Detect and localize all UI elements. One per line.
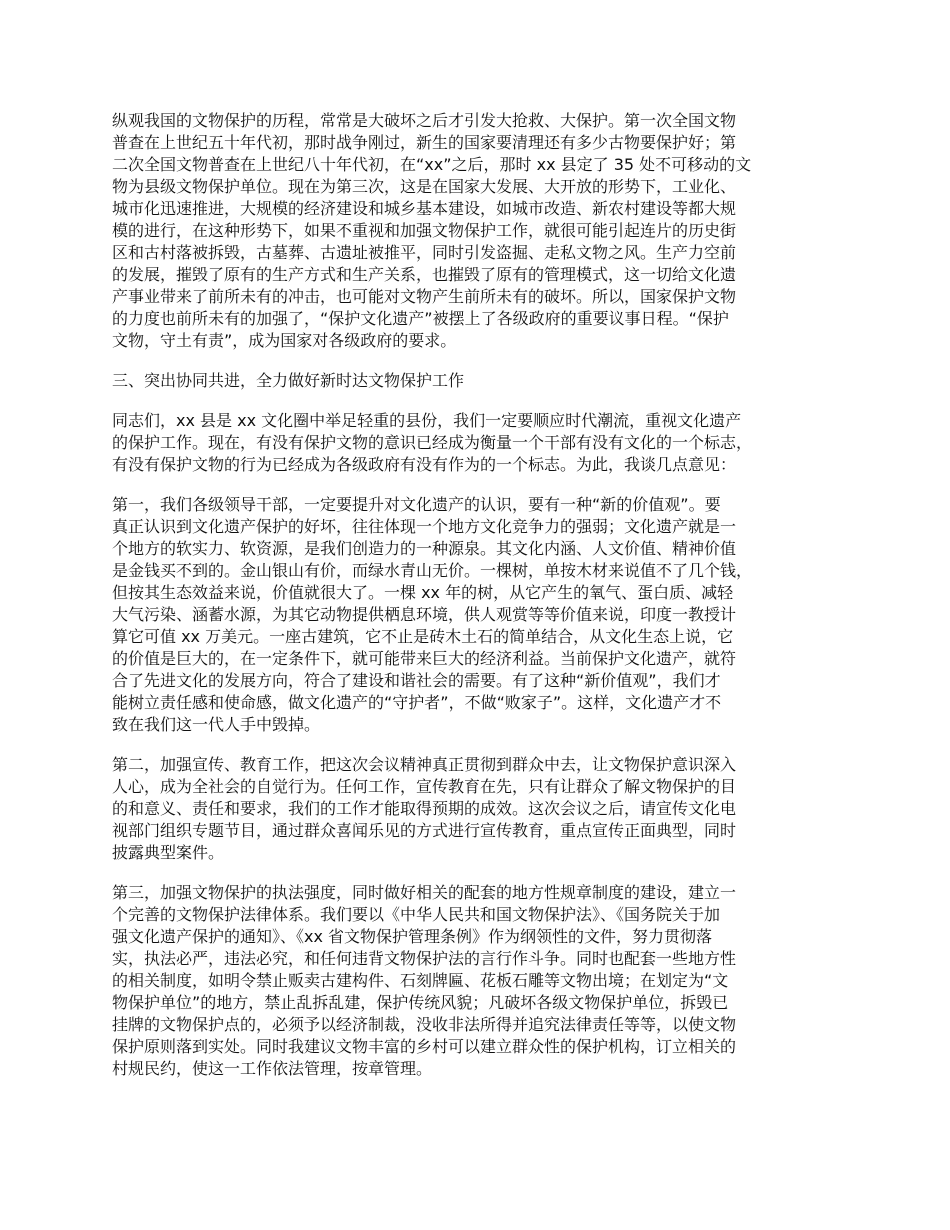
- paragraph-first-point: 第一，我们各级领导干部，一定要提升对文化遗产的认识，要有一种“新的价值观”。要 真正认识到文化遗产保护的好坏，往往体现一个地方文化竞争力的强弱；文化遗产就是一 个地方的软实力、软资源，是我们创造力的一种源泉。其文化内涵、人文价值、精神价值 是金钱买不到的。金山银山有价，而绿水青山无价。一棵树，单按木材来说值不了几个钱， 但按其生态效益来说，价值就很大了。一棵 xx 年的树，从它产生的氧气、蛋白质、减轻 大气污染、涵蓄水源，为其它动物提供栖息环境，供人观赏等等价值来说，印度一教授计 算它可值 xx 万美元。一座古建筑，它不止是砖木土石的简单结合，从文化生态上说，它 的价值是巨大的，在一定条件下，就可能带来巨大的经济利益。当前保护文化遗产，就符 合了先进文化的发展方向，符合了建设和谐社会的需要。有了这种“新价值观”，我们才 能树立责任感和使命感，做文化遗产的“守护者”，不做“败家子”。这样，文化遗产才不 致在我们这一代人手中毁掉。: [112, 495, 753, 734]
- paragraph-third-point: 第三，加强文物保护的执法强度，同时做好相关的配套的地方性规章制度的建设，建立一 个完善的文物保护法律体系。我们要以《中华人民共和国文物保护法》、《国务院关于加 强文化遗产保护的通知》、《xx 省文物保护管理条例》作为纲领性的文件，努力贯彻落 实，执法必严，违法必究，和任何违背文物保护法的言行作斗争。同时也配套一些地方性 的相关制度，如明令禁止贩卖古建构件、石刻牌匾、花板石雕等文物出境；在划定为“文 物保护单位”的地方，禁止乱拆乱建，保护传统风貌；凡破坏各级文物保护单位，拆毁已 挂牌的文物保护点的，必须予以经济制裁，没收非法所得并追究法律责任等等，以使文物 保护原则落到实处。同时我建议文物丰富的乡村可以建立群众性的保护机构，订立相关的 村规民约，使这一工作依法管理，按章管理。: [112, 883, 737, 1078]
- paragraph-intro: 同志们，xx 县是 xx 文化圈中举足轻重的县份，我们一定要顺应时代潮流，重视文化遗产 的保护工作。现在，有没有保护文物的意识已经成为衡量一个干部有没有文化的一个标志， 有没有保护文物的行为已经成为各级政府有没有作为的一个标志。为此，我谈几点意见：: [112, 411, 753, 474]
- section-heading: 三、突出协同共进，全力做好新时达文物保护工作: [112, 371, 465, 390]
- paragraph-second-point: 第二，加强宣传、教育工作，把这次会议精神真正贯彻到群众中去，让文物保护意识深入 人心，成为全社会的自觉行为。任何工作，宣传教育在先，只有让群众了解文物保护的目 的和意义、责任和要求，我们的工作才能取得预期的成效。这次会议之后，请宣传文化电 视部门组织专题节目，通过群众喜闻乐见的方式进行宣传教育，重点宣传正面典型，同时 披露典型案件。: [112, 755, 737, 862]
- document-page: [112, 110, 856, 1098]
- paragraph-history: 纵观我国的文物保护的历程，常常是大破坏之后才引发大抢救、大保护。第一次全国文物 普查在上世纪五十年代初，那时战争刚过，新生的国家要清理还有多少古物要保护好；第 二次全国文物普查在上世纪八十年代初，在“xx”之后，那时 xx 县定了 35 处不可移动的文 物为县级文物保护单位。现在为第三次，这是在国家大发展、大开放的形势下，工业化、 城市化迅速推进，大规模的经济建设和城乡基本建设，如城市改造、新农村建设等都大规 模的进行，在这种形势下，如果不重视和加强文物保护工作，就很可能引起连片的历史街 区和古村落被拆毁，古墓葬、古遗址被推平，同时引发盗掘、走私文物之风。生产力空前 的发展，摧毁了原有的生产方式和生产关系，也摧毁了原有的管理模式，这一切给文化遗 产事业带来了前所未有的冲击，也可能对文物产生前所未有的破坏。所以，国家保护文物 的力度也前所未有的加强了，“保护文化遗产”被摆上了各级政府的重要议事日程。“保护 文物，守土有责”，成为国家对各级政府的要求。: [112, 111, 752, 350]
